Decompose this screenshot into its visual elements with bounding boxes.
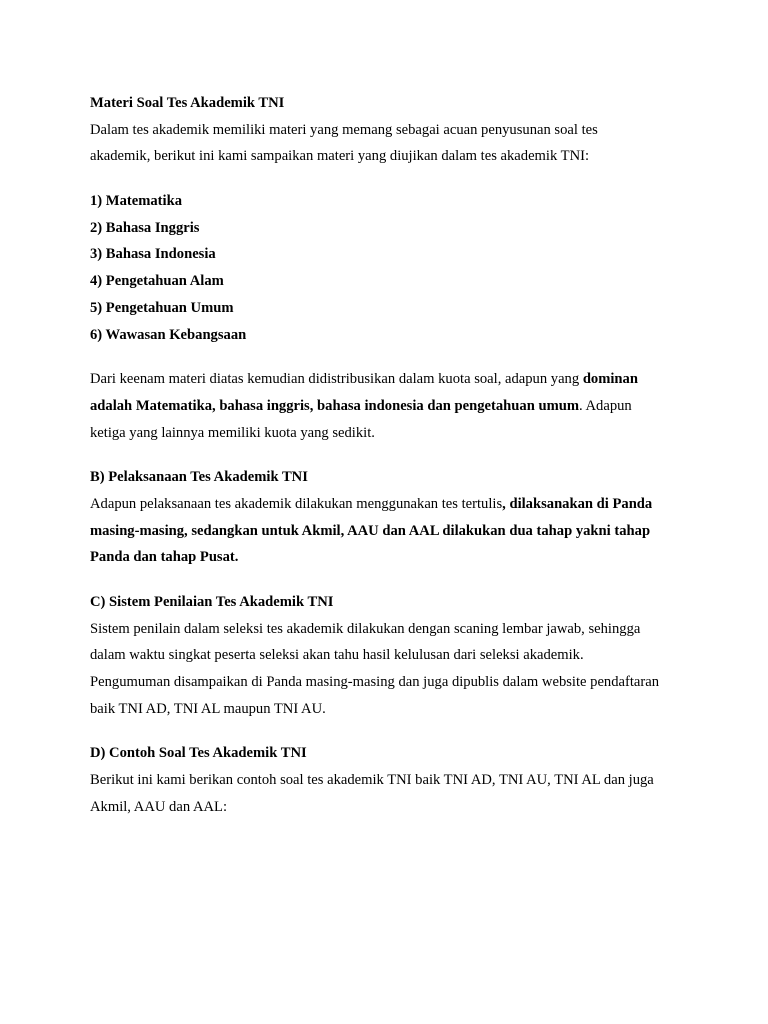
distribution-line-1-bold: dominan: [582, 371, 638, 388]
section-c-paragraph: [90, 616, 700, 723]
distribution-line-2: [90, 393, 700, 420]
subject-item-bahasa-indonesia: 3) Bahasa Indonesia: [90, 246, 216, 263]
subject-item-bahasa-inggris: 2) Bahasa Inggris: [90, 219, 200, 236]
section-c-line-4: baik TNI AD, TNI AL maupun TNI AU.: [90, 700, 326, 717]
section-b-heading: B) Pelaksanaan Tes Akademik TNI: [90, 469, 308, 486]
distribution-line-1: [90, 366, 700, 393]
subject-list: [90, 188, 700, 348]
section-c-line-2: dalam waktu singkat peserta seleksi akan tahu hasil kelulusan dari seleksi akademik.: [90, 647, 584, 664]
section-b-paragraph: [90, 491, 700, 571]
subject-item-matematika: 1) Matematika: [90, 193, 182, 210]
intro-paragraph: [90, 117, 700, 170]
section-d-paragraph: [90, 767, 700, 820]
section-b-line-1-bold: , dilaksanakan di Panda: [502, 495, 653, 512]
section-c-heading: C) Sistem Penilaian Tes Akademik TNI: [90, 594, 334, 610]
section-d-line-2: Akmil, AAU dan AAL:: [90, 798, 228, 815]
subject-item-pengetahuan-alam: 4) Pengetahuan Alam: [90, 273, 224, 290]
document-page: [90, 90, 700, 821]
section-b-line-1: [90, 491, 700, 518]
distribution-line-3: ketiga yang lainnya memiliki kuota yang sedikit.: [90, 424, 375, 441]
section-b-line-3: Panda dan tahap Pusat.: [90, 549, 239, 566]
section-c-line-1: Sistem penilain dalam seleksi tes akademik dilakukan dengan scaning lembar jawab, sehingga: [90, 620, 641, 637]
distribution-line-2-bold: adalah Matematika, bahasa inggris, bahasa indonesia dan pengetahuan umum: [90, 397, 580, 414]
distribution-paragraph: [90, 366, 700, 446]
section-b-line-1-text: Adapun pelaksanaan tes akademik dilakukan menggunakan tes tertulis: [90, 495, 503, 512]
subject-item-wawasan-kebangsaan: 6) Wawasan Kebangsaan: [90, 326, 247, 343]
distribution-line-1-text: Dari keenam materi diatas kemudian didistribusikan dalam kuota soal, adapun yang: [90, 371, 583, 388]
intro-line-2: akademik, berikut ini kami sampaikan materi yang diujikan dalam tes akademik TNI:: [90, 148, 590, 165]
intro-line-1: Dalam tes akademik memiliki materi yang memang sebagai acuan penyusunan soal tes: [90, 121, 598, 138]
section-d-line-1: Berikut ini kami berikan contoh soal tes akademik TNI baik TNI AD, TNI AU, TNI AL dan juga: [90, 772, 654, 789]
document-title: Materi Soal Tes Akademik TNI: [90, 95, 285, 111]
section-b-line-2: masing-masing, sedangkan untuk Akmil, AAU dan AAL dilakukan dua tahap yakni tahap: [90, 522, 651, 539]
section-c-line-3: Pengumuman disampaikan di Panda masing-masing dan juga dipublis dalam website pendaftaran: [90, 674, 660, 691]
subject-item-pengetahuan-umum: 5) Pengetahuan Umum: [90, 299, 234, 316]
section-d-heading: D) Contoh Soal Tes Akademik TNI: [90, 745, 307, 762]
distribution-line-2-text: . Adapun: [579, 397, 632, 414]
